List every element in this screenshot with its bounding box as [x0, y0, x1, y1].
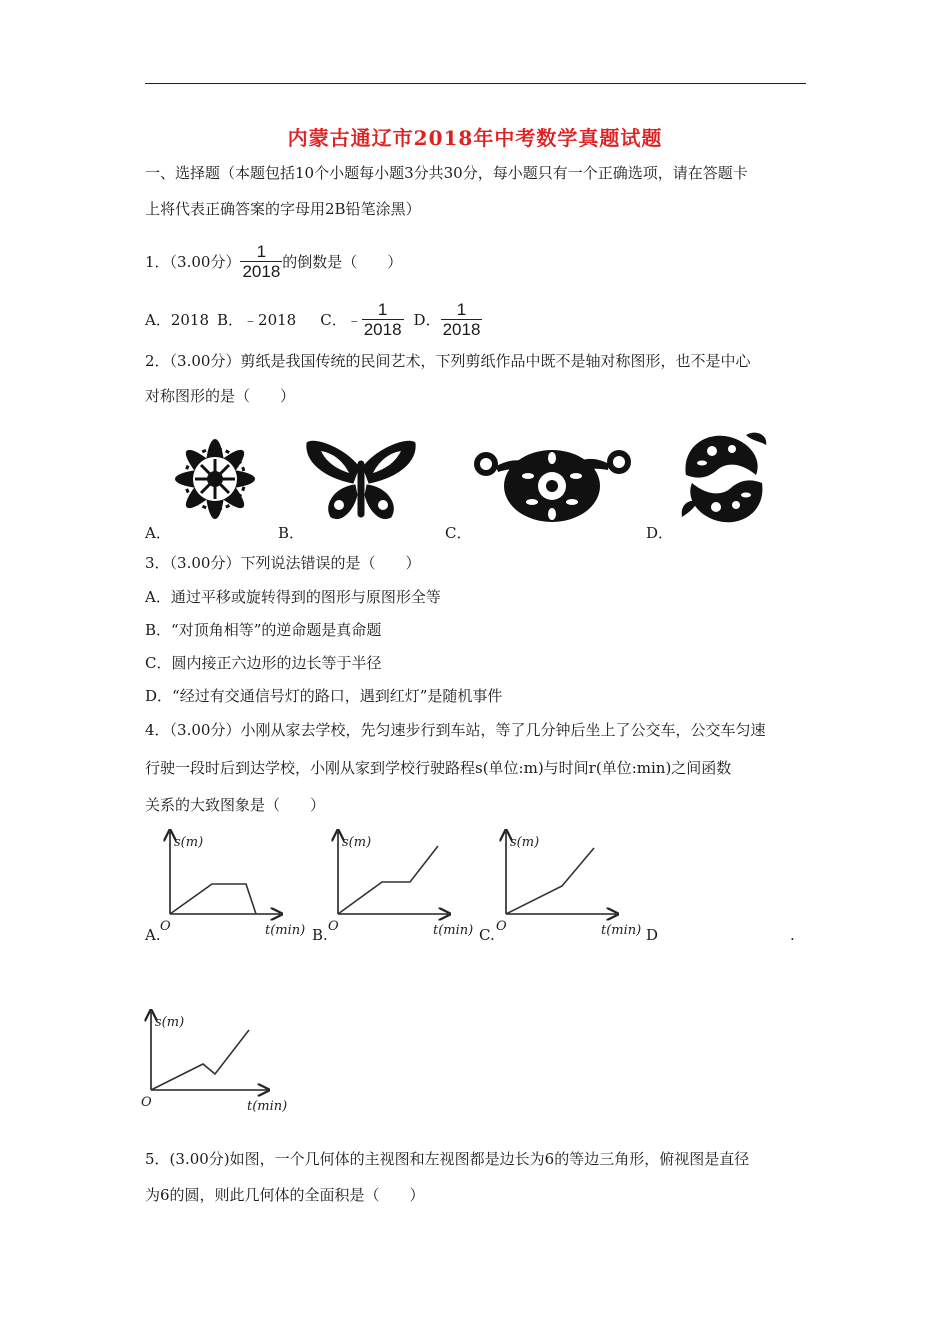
q1-option-d-label: D．: [413, 311, 441, 329]
graph-b-origin: O: [328, 919, 339, 934]
graph-b-x-label: t(min): [433, 923, 474, 938]
section-intro-line1: 一、选择题（本题包括10个小题每小题3分共30分，每小题只有一个正确选项，请在答题卡: [145, 164, 748, 182]
q1-option-a: A．2018: [145, 311, 210, 329]
graph-c-line: [506, 848, 594, 914]
q3-option-b: B．“对顶角相等”的逆命题是真命题: [145, 621, 382, 639]
q3-option-d: D．“经过有交通信号灯的路口，遇到红灯”是随机事件: [145, 687, 503, 705]
q1-option-c-fraction: [362, 301, 404, 340]
q4-label-a: A.: [145, 926, 161, 944]
graph-b-y-label: s(m): [342, 835, 372, 850]
q2-label-c: C．: [445, 524, 472, 542]
q5-line2: 为6的圆，则此几何体的全面积是（ ）: [145, 1186, 425, 1204]
flower-papercut-image: [160, 424, 270, 534]
q1-options: [145, 300, 482, 340]
q1-option-c-num: 1: [377, 299, 388, 319]
q1-option-d-den: 2018: [442, 319, 481, 339]
q2-line1: 2．（3.00分）剪纸是我国传统的民间艺术，下列剪纸作品中既不是轴对称图形，也不是中心: [145, 352, 751, 370]
q4-line3: 关系的大致图象是（ ）: [145, 796, 326, 814]
q3-option-a: A．通过平移或旋转得到的图形与原图形全等: [145, 588, 441, 606]
graph-d-line: [151, 1030, 249, 1090]
graph-c-x-label: t(min): [601, 923, 642, 938]
graph-a-y-label: s(m): [174, 835, 204, 850]
q1-option-b: B．﹣2018: [217, 311, 297, 329]
graph-a-x-label: t(min): [265, 923, 306, 938]
graph-d-origin: O: [141, 1095, 152, 1110]
q4-label-b: B.: [312, 926, 328, 944]
graph-b-line: [338, 846, 438, 914]
q4-line1: 4．（3.00分）小刚从家去学校，先匀速步行到车站，等了几分钟后坐上了公交车，公交车匀速: [145, 721, 766, 739]
q1-frac-num: 1: [256, 241, 267, 261]
q3-stem: 3．（3.00分）下列说法错误的是（ ）: [145, 554, 421, 572]
q1-fraction: [240, 243, 282, 282]
q2-label-a: A．: [145, 524, 171, 542]
q4-line2: 行驶一段时后到达学校，小刚从家到学校行驶路程s(单位:m)与时间r(单位:min)之间函数: [145, 759, 732, 777]
q2-label-d: D．: [646, 524, 674, 542]
q2-label-b: B．: [278, 524, 305, 542]
floral-band-papercut-image: [470, 440, 635, 530]
section-intro-line2: 上将代表正确答案的字母用2B铅笔涂黑）: [145, 200, 421, 218]
q1-option-c-den: 2018: [363, 319, 402, 339]
graph-c: [496, 826, 646, 936]
page-title: 内蒙古通辽市2018年中考数学真题试题: [287, 126, 663, 150]
swirl-papercut-image: [676, 427, 772, 531]
q1-option-d-num: 1: [456, 299, 467, 319]
q4-label-c: C.: [479, 926, 495, 944]
q4-label-d: D: [646, 926, 659, 944]
graph-b: [328, 826, 478, 936]
graph-d-y-label: s(m): [155, 1015, 185, 1030]
graph-a-line: [170, 884, 256, 914]
q1-option-d-fraction: [441, 301, 483, 340]
graph-a-origin: O: [160, 919, 171, 934]
q1-option-c-label: C．: [320, 311, 347, 329]
graph-a: [160, 826, 310, 936]
q1-frac-den: 2018: [242, 261, 281, 281]
graph-c-origin: O: [496, 919, 507, 934]
graph-d: [141, 1008, 301, 1118]
graph-c-y-label: s(m): [510, 835, 540, 850]
q4-trailing-dot: .: [790, 926, 795, 944]
graph-d-x-label: t(min): [247, 1099, 288, 1114]
q1-stem: [145, 242, 402, 282]
q1-option-c-sign: ﹣: [346, 311, 362, 329]
butterfly-papercut-image: [303, 437, 419, 529]
q3-option-c: C．圆内接正六边形的边长等于半径: [145, 654, 382, 672]
q1-suffix: 的倒数是（ ）: [282, 253, 403, 271]
q1-prefix: 1．（3.00分）: [145, 253, 241, 271]
q2-line2: 对称图形的是（ ）: [145, 387, 296, 405]
header-rule: [145, 83, 806, 84]
q5-line1: 5．(3.00分)如图，一个几何体的主视图和左视图都是边长为6的等边三角形，俯视图是直径: [145, 1150, 750, 1168]
